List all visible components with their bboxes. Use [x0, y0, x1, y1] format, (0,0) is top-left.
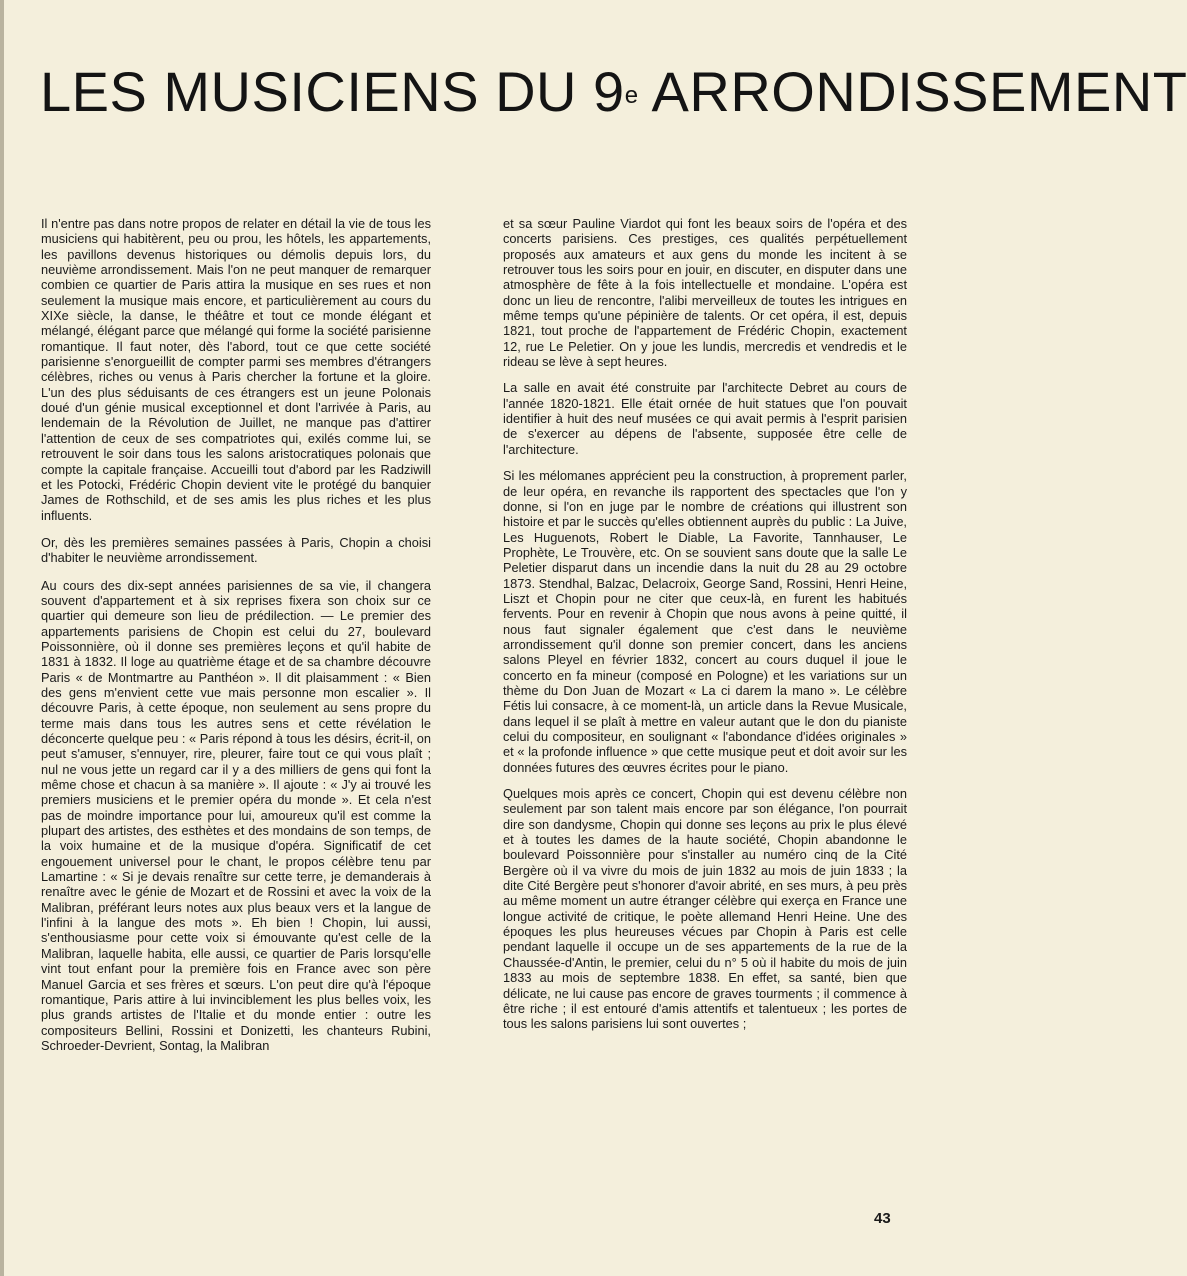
paragraph: Au cours des dix-sept années parisiennes de sa vie, il changera souvent d'appartement et à six reprises fixera son choix sur ce quartier qui demeure son lieu de prédilection. — Le premier des appartements parisiens de Chopin est celui du 27, boulevard Poissonnière, où il donne ses premières leçons et qu'il habite de 1831 à 1832. Il loge au quatrième étage et de sa chambre découvre Paris « de Montmartre au Panthéon ». Il dit plaisamment : « Bien des gens m'envient cette vue mais personne mon escalier ». Il découvre Paris, à cette époque, non seulement au sens propre du terme mais dans tous les autres sens et cette révélation le déconcerte quelque peu : « Paris répond à tous les désirs, écrit-il, on peut s'amuser, s'ennuyer, rire, pleurer, faire tout ce qui vous plaît ; nul ne vous jette un regard car il y a des milliers de gens qui font la même chose et chacun à sa manière ». Il ajoute : « J'y ai trouvé les premiers musiciens et le premier opéra du monde ». Et cela n'est pas de moindre importance pour lui, amoureux qu'il est comme la plupart des artistes, des esthètes et des mondains de son temps, de la voix humaine et de la musique d'opéra. Significatif de cet engouement universel pour le chant, le propos célèbre tenu par Lamartine : « Si je devais renaître sur cette terre, je demanderais à renaître avec le génie de Mozart et de Rossini et avec la voix de la Malibran, préférant leurs notes aux plus beaux vers et la langue de l'infini à la langue des mots ». Eh bien ! Chopin, lui aussi, s'enthousiasme pour cette voix si émouvante qu'est celle de la Malibran, laquelle habita, elle aussi, ce quartier de Paris lorsqu'elle vint tout enfant pour la première fois en France avec son père Manuel Garcia et ses frères et sœurs. L'on peut dire qu'à l'époque romantique, Paris attire à lui invinciblement les plus belles voix, les plus grands artistes de l'Italie et du monde entier : outre les compositeurs Bellini, Rossini et Donizetti, les chanteurs Rubini, Schroeder-Devrient, Sontag, la Malibran — [41, 577, 431, 1053]
paragraph: Il n'entre pas dans notre propos de relater en détail la vie de tous les musiciens qui habitèrent, peu ou prou, les hôtels, les appartements, les pavillons devenus historiques ou démolis depuis lors, du neuvième arrondissement. Mais l'on ne peut manquer de remarquer combien ce quartier de Paris attira la musique en ses rues et non seulement la musique mais encore, et particulièrement au cours du XIXe siècle, la danse, le théâtre et tout ce monde élégant et mélangé, élégant parce que mélangé qui forme la société parisienne romantique. Il faut noter, dès l'abord, tout ce que cette société parisienne s'enorgueillit de compter parmi ses membres d'étrangers célèbres, riches ou venus à Paris chercher la fortune et la gloire. L'un des plus séduisants de ces étrangers est un jeune Polonais doué d'un génie musical exceptionnel et dont l'arrivée à Paris, au lendemain de la Révolution de Juillet, ne manque pas d'attirer l'attention de ceux de ses compatriotes qui, exilés comme lui, se retrouvent le soir dans tous les salons aristocratiques polonais que compte la capitale française. Accueilli tout d'abord par les Radziwill et les Potocki, Frédéric Chopin devient vite le protégé du banquier James de Rothschild, et de ses amis les plus riches et les plus influents. — [41, 216, 431, 523]
title-main: LES MUSICIENS DU 9 — [40, 60, 625, 123]
paragraph: La salle en avait été construite par l'architecte Debret au cours de l'année 1820-1821. Elle était ornée de huit statues que l'on pouvait identifier à huit des neuf musées ce qui avait permis à l'esprit parisien de s'exercer au dépens de l'absente, supposée être celle de l'architecture. — [503, 380, 907, 457]
paragraph: Si les mélomanes apprécient peu la construction, à proprement parler, de leur opéra, en revanche ils rapportent des spectacles que l'on y donne, si l'on en juge par le nombre de créations qui illustrent son histoire et par le succès qu'elles obtiennent auprès du public : La Juive, Les Huguenots, Robert le Diable, La Favorite, Tannhauser, Le Prophète, Le Trouvère, etc. On se souvient sans doute que la salle Le Peletier disparut dans un incendie dans la nuit du 28 au 29 octobre 1873. Stendhal, Balzac, Delacroix, George Sand, Rossini, Henri Heine, Liszt et Chopin pour ne citer que ceux-là, en furent les habitués fervents. Pour en revenir à Chopin que nous avons à peine quitté, il nous faut signaler également que c'est dans le neuvième arrondissement qu'il donne son premier concert, dans les anciens salons Pleyel en février 1832, concert au cours duquel il joue le concerto en fa mineur (composé en Pologne) et les variations sur un thème du Don Juan de Mozart « La ci darem la mano ». Le célèbre Fétis lui consacre, à ce moment-là, un article dans la Revue Musicale, dans lequel il se plaît à mettre en valeur autant que le don du pianiste celui du compositeur, en soulignant « l'abondance d'idées originales » et « la profonde influence » que cette musique peut et doit avoir sur les données futures des œuvres écrites pour le piano. — [503, 468, 907, 775]
paragraph: Or, dès les premières semaines passées à Paris, Chopin a choisi d'habiter le neuvième arrondissement. — [41, 534, 431, 566]
title-superscript: e — [624, 82, 639, 109]
paragraph: Quelques mois après ce concert, Chopin qui est devenu célèbre non seulement par son talent mais encore par son élégance, l'on pourrait dire son dandysme, Chopin qui donne ses leçons au prix le plus élevé et à toutes les dames de la haute société, Chopin abandonne le boulevard Poissonnière pour s'installer au numéro cinq de la Cité Bergère où il va vivre du mois de juin 1832 au mois de juin 1833 ; la dite Cité Bergère peut s'honorer d'avoir abrité, en ses murs, à peu près au même moment un autre étranger célèbre qui exerça en France une longue activité de critique, le poète allemand Henri Heine. Une des époques les plus heureuses vécues par Chopin à Paris est celle pendant laquelle il occupe un de ses appartements de la rue de la Chaussée-d'Antin, le premier, celui du n° 5 où il habite du mois de juin 1833 au mois de septembre 1838. En effet, sa santé, bien que délicate, ne lui cause pas encore de graves tourments ; il commence à être riche ; il est entouré d'amis attentifs et talentueux ; les portes de tous les salons parisiens lui sont ouvertes ; — [503, 786, 907, 1032]
title-end: ARRONDISSEMENT — [638, 60, 1187, 123]
left-column — [41, 216, 431, 1065]
paragraph: et sa sœur Pauline Viardot qui font les beaux soirs de l'opéra et des concerts parisiens. Ces prestiges, ces qualités perpétuellement proposés aux amateurs et aux gens du monde les incitent à se retrouver tous les soirs pour en jouir, en discuter, en disputer dans une atmosphère de fête à la fois intellectuelle et mondaine. L'opéra est donc un lieu de rencontre, l'alibi merveilleux de toutes les intrigues en même temps qu'une pépinière de talents. Or cet opéra, il est, depuis 1821, tout proche de l'appartement de Frédéric Chopin, exactement 12, rue Le Peletier. On y joue les lundis, mercredis et vendredis et le rideau se lève à sept heures. — [503, 216, 907, 370]
page-title — [40, 60, 1187, 124]
page-number: 43 — [874, 1210, 891, 1227]
page-edge — [0, 0, 4, 1276]
right-column — [503, 216, 907, 1043]
